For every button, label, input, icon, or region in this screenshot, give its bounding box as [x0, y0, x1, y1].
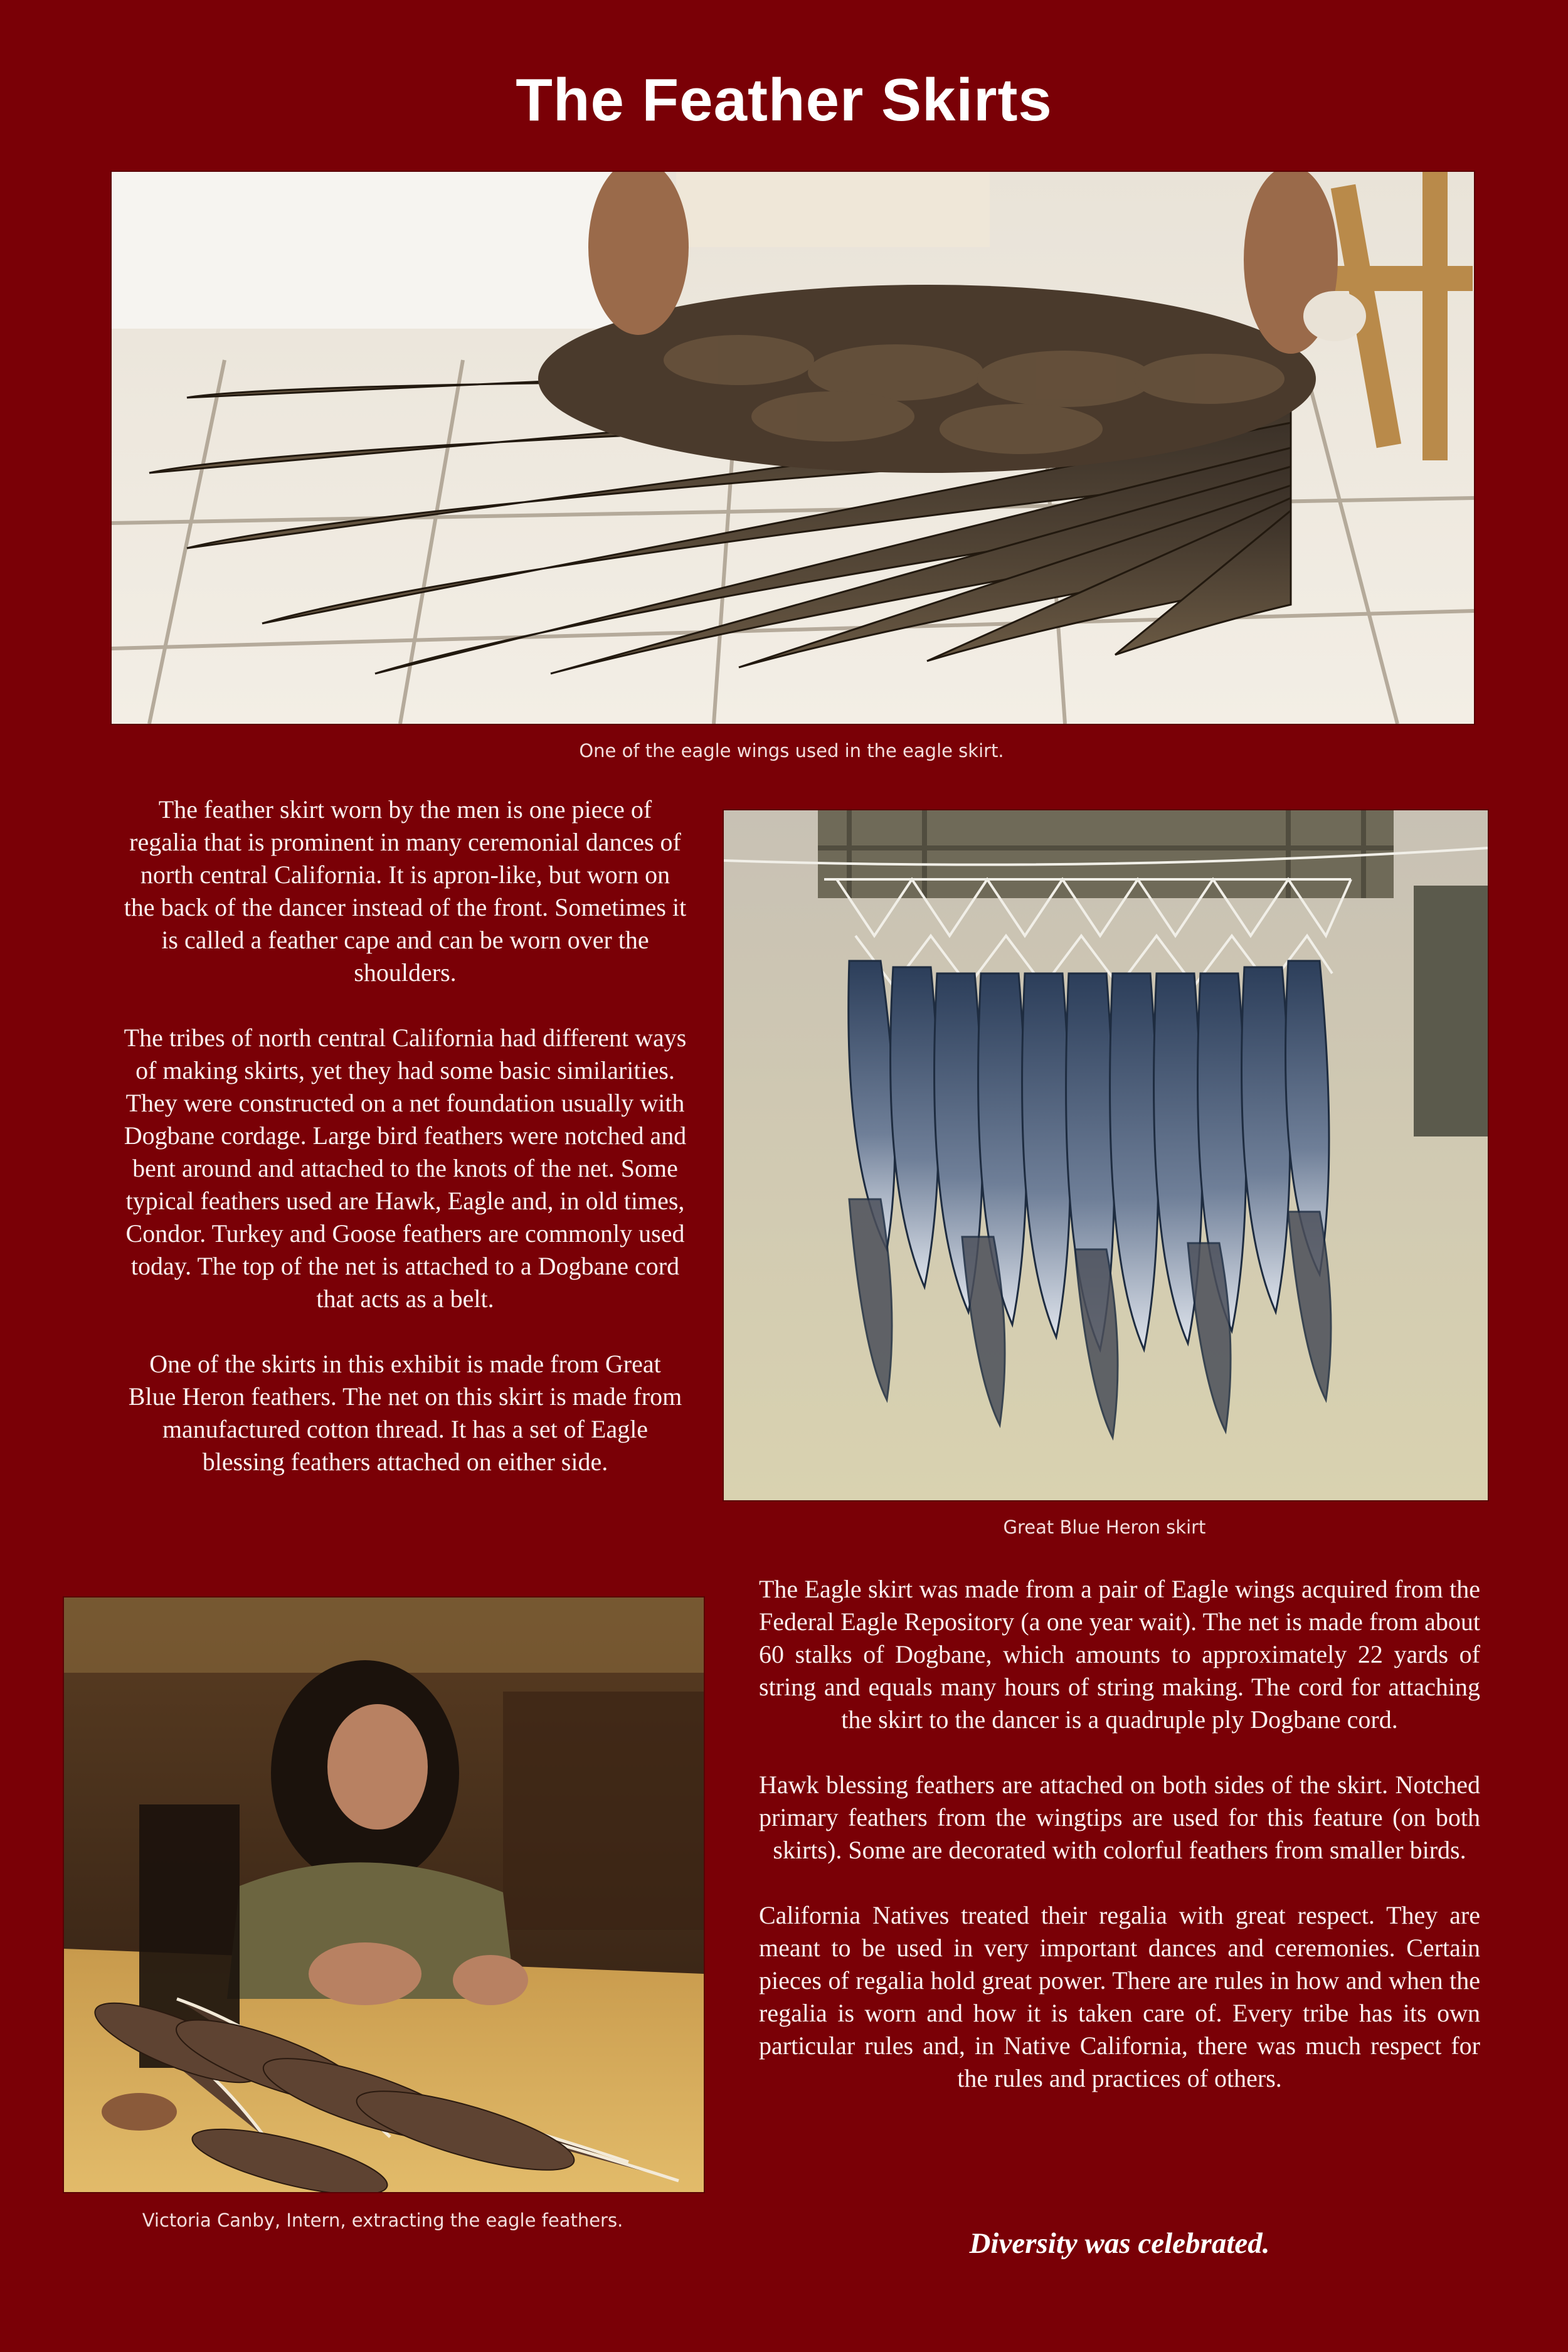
page-title: The Feather Skirts	[516, 66, 1052, 134]
right-paragraph-3: California Natives treated their regalia with great respect. They are meant to be used in very important dances and ceremonies. Certain pieces of regalia hold great power. There are rules in how and when the regalia is worn and how it is taken care of. Every tribe has its own particular rules and, in Native California, there was much respect for the rules and practices of others.	[759, 1901, 1480, 2092]
right-paragraph-1: The Eagle skirt was made from a pair of Eagle wings acquired from the Federal Eagle Repository (a one year wait). The net is made from about 60 stalks of Dogbane, which amounts to approximately 22 yards of string and equals many hours of string making. The cord for attaching the skirt to the dancer is a quadruple ply Dogbane cord.	[759, 1575, 1480, 1734]
heron-skirt-caption: Great Blue Heron skirt	[1003, 1517, 1206, 1538]
tagline: Diversity was celebrated.	[969, 2227, 1270, 2260]
right-column-text	[759, 1573, 1480, 2127]
heron-skirt-photo	[723, 809, 1489, 1502]
left-paragraph-1: The feather skirt worn by the men is one piece of regalia that is prominent in many ceremonial dances of north central California. It is apron-like, but worn on the back of the dancer instead of the front. Sometimes it is called a feather cape and can be worn over the shoulders.	[124, 795, 687, 987]
left-paragraph-3: One of the skirts in this exhibit is made from Great Blue Heron feathers. The net on this skirt is made from manufactured cotton thread. It has a set of Eagle blessing feathers attached on either side.	[128, 1350, 682, 1476]
left-paragraph-2: The tribes of north central California had different ways of making skirts, yet they had some basic similarities. They were constructed on a net foundation usually with Dogbane cordage. Large bird feathers were notched and bent around and attached to the knots of the net. Some typical feathers used are Hawk, Eagle and, in old times, Condor. Turkey and Goose feathers are commonly used today. The top of the net is attached to a Dogbane cord that acts as a belt.	[124, 1024, 687, 1313]
left-column-text	[123, 793, 687, 1511]
intern-caption: Victoria Canby, Intern, extracting the eagle feathers.	[142, 2210, 623, 2231]
eagle-wing-photo	[110, 171, 1475, 725]
right-paragraph-2: Hawk blessing feathers are attached on both sides of the skirt. Notched primary feathers from the wingtips are used for this feature (on both skirts). Some are decorated with colorful feathers from smaller birds.	[759, 1771, 1480, 1864]
eagle-wing-caption: One of the eagle wings used in the eagle skirt.	[579, 740, 1004, 761]
intern-photo	[63, 1596, 705, 2193]
